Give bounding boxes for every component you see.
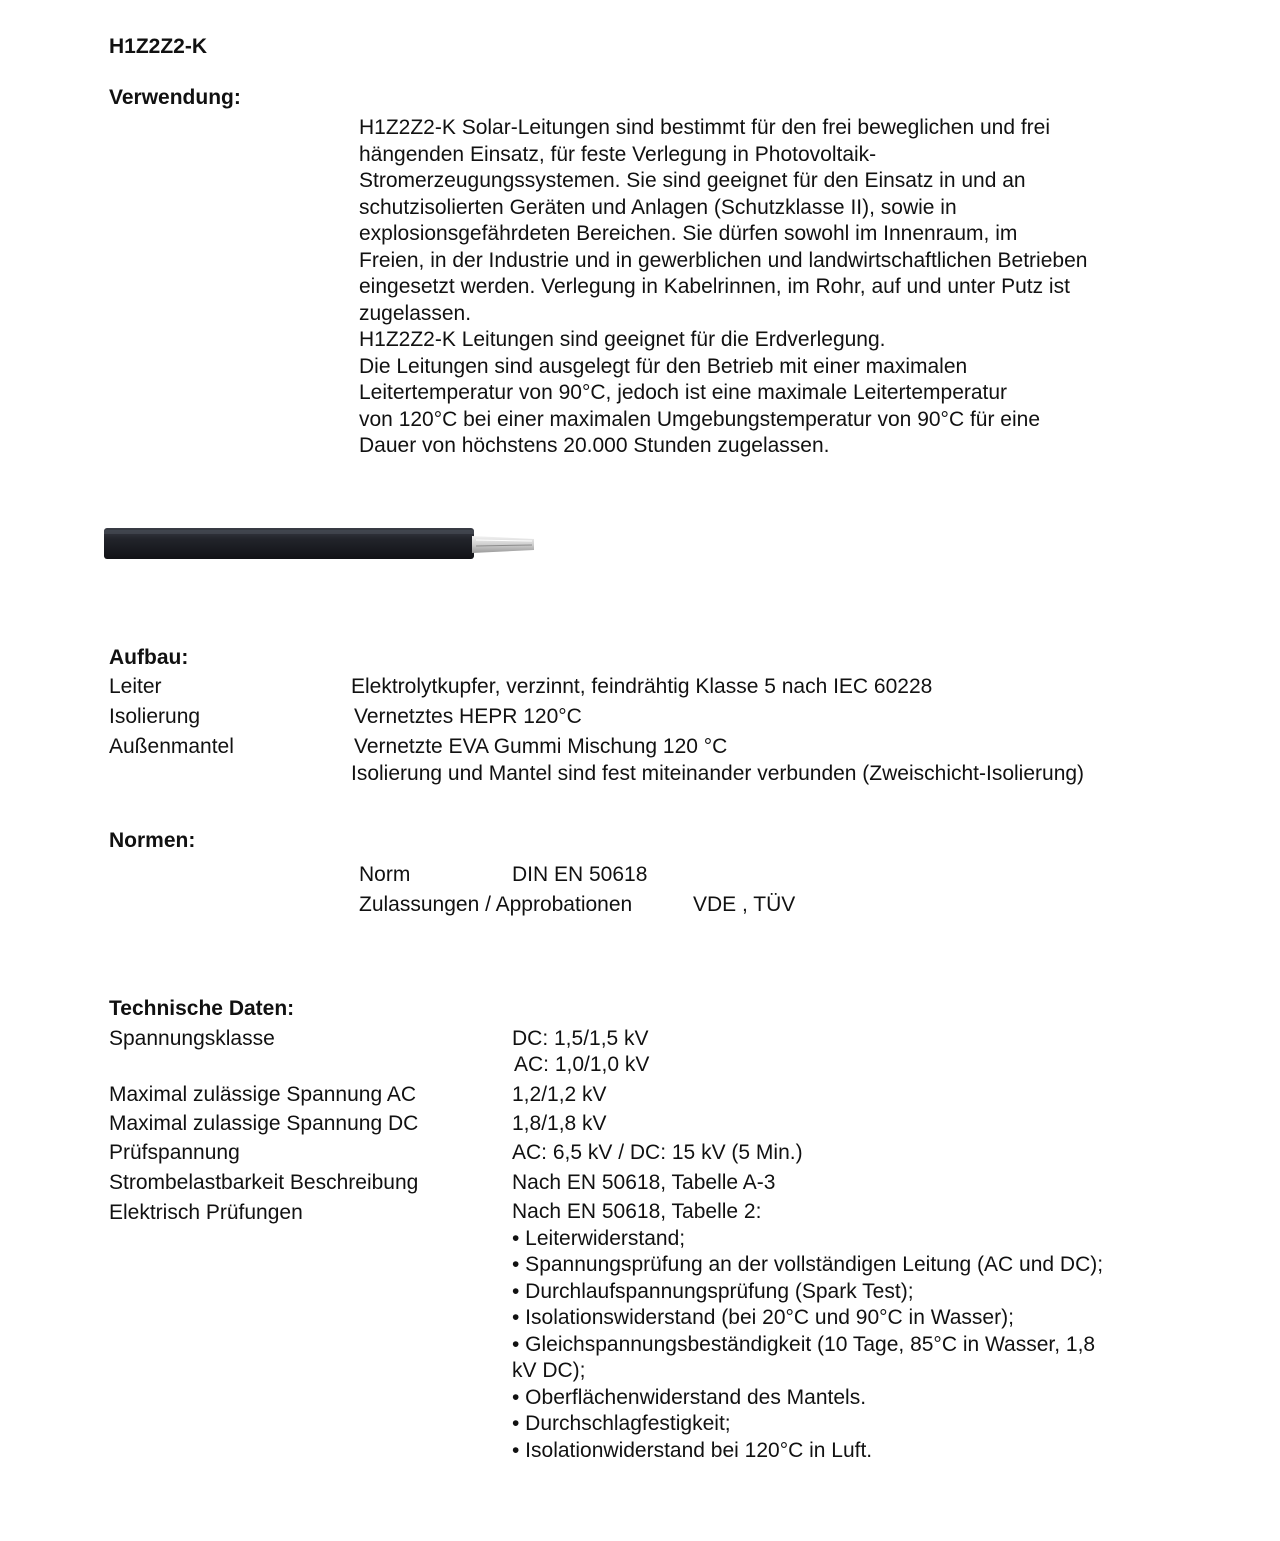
spannungsklasse-label: Spannungsklasse [109,1027,275,1050]
leiter-value: Elektrolytkupfer, verzinnt, feindrähtig Klasse 5 nach IEC 60228 [351,675,933,698]
list-item: • Isolationwiderstand bei 120°C in Luft. [512,1438,873,1462]
isolierung-value: Vernetztes HEPR 120°C [354,705,582,728]
verwendung-line: Freien, in der Industrie und in gewerblichen und landwirtschaftlichen Betrieben [359,248,1088,272]
aufbau-heading: Aufbau: [109,646,189,669]
pruefspannung-value: AC: 6,5 kV / DC: 15 kV (5 Min.) [512,1141,803,1164]
verwendung-line: eingesetzt werden. Verlegung in Kabelrinnen, im Rohr, auf und unter Putz ist [359,275,1070,298]
aufbau-note: Isolierung und Mantel sind fest miteinander verbunden (Zweischicht-Isolierung) [351,762,1085,785]
cable-image [104,522,536,562]
verwendung-line: von 120°C bei einer maximalen Umgebungstemperatur von 90°C für eine [359,407,1040,431]
verwendung-line: Die Leitungen sind ausgelegt für den Betrieb mit einer maximalen [359,354,968,378]
verwendung-line: H1Z2Z2-K Solar-Leitungen sind bestimmt für den frei beweglichen und frei [359,116,1051,139]
max-ac-label: Maximal zulässige Spannung AC [109,1083,417,1106]
list-item: • Durchlaufspannungsprüfung (Spark Test); [512,1279,914,1303]
verwendung-line: Dauer von höchstens 20.000 Stunden zugelassen. [359,434,830,457]
list-item: • Gleichspannungsbeständigkeit (10 Tage, 85°C in Wasser, 1,8 [512,1332,1096,1356]
verwendung-line: hängenden Einsatz, für feste Verlegung in Photovoltaik- [359,142,877,166]
verwendung-paragraph [359,115,1209,460]
leiter-label: Leiter [109,675,162,698]
verwendung-line: zugelassen. [359,301,472,325]
document-title: H1Z2Z2-K [109,35,208,58]
norm-value: DIN EN 50618 [512,863,648,886]
spannungsklasse-ac: AC: 1,0/1,0 kV [514,1053,650,1076]
isolierung-label: Isolierung [109,705,201,728]
max-ac-value: 1,2/1,2 kV [512,1083,607,1106]
mantel-value: Vernetzte EVA Gummi Mischung 120 °C [354,735,728,758]
list-item: kV DC); [512,1359,586,1382]
normen-heading: Normen: [109,829,196,852]
verwendung-heading: Verwendung: [109,86,241,109]
verwendung-line: explosionsgefährdeten Bereichen. Sie dürfen sowohl im Innenraum, im [359,222,1018,245]
mantel-label: Außenmantel [109,735,234,758]
technische-heading: Technische Daten: [109,997,295,1020]
zulassungen-label: Zulassungen / Approbationen [359,893,633,916]
list-item: • Spannungsprüfung an der vollständigen Leitung (AC und DC); [512,1253,1104,1276]
strombelastbarkeit-value: Nach EN 50618, Tabelle A-3 [512,1171,776,1194]
verwendung-line: schutzisolierten Geräten und Anlagen (Schutzklasse II), sowie in [359,195,957,219]
max-dc-label: Maximal zulassige Spannung DC [109,1112,419,1135]
strombelastbarkeit-label: Strombelastbarkeit Beschreibung [109,1171,419,1194]
norm-label: Norm [359,863,411,886]
zulassungen-value: VDE , TÜV [693,893,796,916]
verwendung-line: H1Z2Z2-K Leitungen sind geeignet für die Erdverlegung. [359,328,886,351]
list-item: • Oberflächenwiderstand des Mantels. [512,1385,867,1409]
list-item: • Durchschlagfestigkeit; [512,1412,731,1435]
spannungsklasse-dc: DC: 1,5/1,5 kV [512,1027,649,1050]
list-item: Nach EN 50618, Tabelle 2: [512,1200,762,1223]
verwendung-line: Leitertemperatur von 90°C, jedoch ist eine maximale Leitertemperatur [359,381,1008,404]
pruefspannung-label: Prüfspannung [109,1141,240,1164]
elektrisch-pruefungen-label: Elektrisch Prüfungen [109,1201,303,1224]
max-dc-value: 1,8/1,8 kV [512,1112,607,1135]
elektrisch-pruefungen-list [512,1199,1103,1464]
verwendung-line: Stromerzeugungssystemen. Sie sind geeignet für den Einsatz in und an [359,169,1026,192]
list-item: • Isolationswiderstand (bei 20°C und 90°C in Wasser); [512,1306,1014,1329]
list-item: • Leiterwiderstand; [512,1226,686,1250]
